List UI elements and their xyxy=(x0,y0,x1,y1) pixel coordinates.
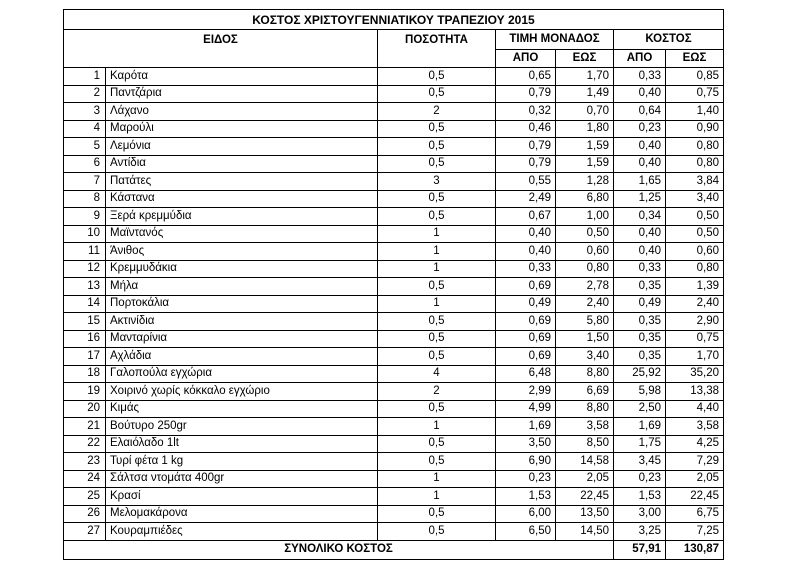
cost-table xyxy=(63,9,724,560)
unit-price-from: 0,32 xyxy=(496,103,556,121)
item-name: Κουραμπιέδες xyxy=(106,523,378,541)
cost-to: 0,75 xyxy=(666,85,724,103)
cost-to: 0,85 xyxy=(666,68,724,86)
row-number: 6 xyxy=(64,155,106,173)
unit-price-from: 0,79 xyxy=(496,138,556,156)
item-quantity: 0,5 xyxy=(378,400,496,418)
cost-from: 0,33 xyxy=(614,260,666,278)
row-number: 12 xyxy=(64,260,106,278)
row-number: 18 xyxy=(64,365,106,383)
table-row xyxy=(64,85,724,103)
row-number: 25 xyxy=(64,488,106,506)
unit-price-to: 1,70 xyxy=(556,68,614,86)
unit-price-to: 0,70 xyxy=(556,103,614,121)
unit-price-from: 1,69 xyxy=(496,418,556,436)
table-row xyxy=(64,330,724,348)
table-row xyxy=(64,278,724,296)
row-number: 15 xyxy=(64,313,106,331)
unit-price-from: 0,69 xyxy=(496,313,556,331)
unit-price-to: 6,80 xyxy=(556,190,614,208)
row-number: 22 xyxy=(64,435,106,453)
item-quantity: 1 xyxy=(378,470,496,488)
row-number: 21 xyxy=(64,418,106,436)
unit-price-from: 0,79 xyxy=(496,85,556,103)
cost-to: 7,25 xyxy=(666,523,724,541)
unit-price-from: 0,33 xyxy=(496,260,556,278)
item-name: Κιμάς xyxy=(106,400,378,418)
header-cost-to: ΕΩΣ xyxy=(666,50,724,68)
cost-to: 0,60 xyxy=(666,243,724,261)
cost-to: 2,90 xyxy=(666,313,724,331)
item-name: Κρεμμυδάκια xyxy=(106,260,378,278)
row-number: 7 xyxy=(64,173,106,191)
cost-to: 0,80 xyxy=(666,155,724,173)
cost-from: 0,40 xyxy=(614,85,666,103)
unit-price-from: 6,48 xyxy=(496,365,556,383)
cost-from: 1,25 xyxy=(614,190,666,208)
row-number: 2 xyxy=(64,85,106,103)
item-quantity: 0,5 xyxy=(378,155,496,173)
unit-price-from: 6,50 xyxy=(496,523,556,541)
item-quantity: 0,5 xyxy=(378,505,496,523)
unit-price-from: 0,67 xyxy=(496,208,556,226)
item-name: Μελομακάρονα xyxy=(106,505,378,523)
unit-price-from: 0,46 xyxy=(496,120,556,138)
cost-from: 1,65 xyxy=(614,173,666,191)
table-row xyxy=(64,523,724,541)
cost-from: 0,35 xyxy=(614,313,666,331)
header-price-to: ΕΩΣ xyxy=(556,50,614,68)
item-quantity: 0,5 xyxy=(378,68,496,86)
cost-from: 1,75 xyxy=(614,435,666,453)
item-quantity: 0,5 xyxy=(378,435,496,453)
total-from: 57,91 xyxy=(614,540,666,559)
cost-spreadsheet xyxy=(63,9,724,560)
item-quantity: 4 xyxy=(378,365,496,383)
item-name: Ακτινίδια xyxy=(106,313,378,331)
row-number: 4 xyxy=(64,120,106,138)
table-row xyxy=(64,138,724,156)
total-row xyxy=(64,540,724,559)
cost-to: 3,58 xyxy=(666,418,724,436)
cost-from: 0,23 xyxy=(614,470,666,488)
item-name: Παντζάρια xyxy=(106,85,378,103)
unit-price-to: 1,59 xyxy=(556,155,614,173)
unit-price-to: 2,40 xyxy=(556,295,614,313)
table-row xyxy=(64,225,724,243)
row-number: 19 xyxy=(64,383,106,401)
row-number: 13 xyxy=(64,278,106,296)
table-row xyxy=(64,190,724,208)
item-name: Λάχανο xyxy=(106,103,378,121)
header-item: ΕΙΔΟΣ xyxy=(64,30,378,68)
item-quantity: 0,5 xyxy=(378,348,496,366)
row-number: 8 xyxy=(64,190,106,208)
table-row xyxy=(64,103,724,121)
item-name: Μήλα xyxy=(106,278,378,296)
item-quantity: 1 xyxy=(378,295,496,313)
item-name: Λεμόνια xyxy=(106,138,378,156)
table-row xyxy=(64,68,724,86)
item-name: Μαϊντανός xyxy=(106,225,378,243)
total-label: ΣΥΝΟΛΙΚΟ ΚΟΣΤΟΣ xyxy=(64,540,614,559)
item-name: Ξερά κρεμμύδια xyxy=(106,208,378,226)
table-row xyxy=(64,313,724,331)
cost-from: 0,33 xyxy=(614,68,666,86)
item-name: Βούτυρο 250gr xyxy=(106,418,378,436)
item-name: Μανταρίνια xyxy=(106,330,378,348)
unit-price-from: 2,49 xyxy=(496,190,556,208)
cost-from: 0,35 xyxy=(614,348,666,366)
cost-to: 2,40 xyxy=(666,295,724,313)
cost-from: 25,92 xyxy=(614,365,666,383)
item-name: Αντίδια xyxy=(106,155,378,173)
unit-price-from: 0,69 xyxy=(496,348,556,366)
unit-price-to: 1,00 xyxy=(556,208,614,226)
unit-price-from: 0,65 xyxy=(496,68,556,86)
unit-price-from: 0,40 xyxy=(496,243,556,261)
header-cost: ΚΟΣΤΟΣ xyxy=(614,30,724,50)
unit-price-from: 4,99 xyxy=(496,400,556,418)
cost-to: 7,29 xyxy=(666,453,724,471)
cost-to: 22,45 xyxy=(666,488,724,506)
unit-price-to: 2,05 xyxy=(556,470,614,488)
unit-price-to: 1,80 xyxy=(556,120,614,138)
table-row xyxy=(64,295,724,313)
row-number: 17 xyxy=(64,348,106,366)
cost-from: 0,40 xyxy=(614,243,666,261)
cost-to: 1,70 xyxy=(666,348,724,366)
cost-to: 35,20 xyxy=(666,365,724,383)
table-title: ΚΟΣΤΟΣ ΧΡΙΣΤΟΥΓΕΝΝΙΑΤΙΚΟΥ ΤΡΑΠΕΖΙΟΥ 2015 xyxy=(64,10,724,30)
item-name: Χοιρινό χωρίς κόκκαλο εγχώριο xyxy=(106,383,378,401)
item-name: Άνιθος xyxy=(106,243,378,261)
cost-to: 0,50 xyxy=(666,208,724,226)
unit-price-to: 5,80 xyxy=(556,313,614,331)
row-number: 14 xyxy=(64,295,106,313)
unit-price-to: 8,50 xyxy=(556,435,614,453)
table-body xyxy=(64,68,724,541)
item-name: Πατάτες xyxy=(106,173,378,191)
item-quantity: 1 xyxy=(378,260,496,278)
unit-price-to: 22,45 xyxy=(556,488,614,506)
unit-price-to: 1,49 xyxy=(556,85,614,103)
unit-price-to: 1,50 xyxy=(556,330,614,348)
table-row xyxy=(64,243,724,261)
item-name: Καρότα xyxy=(106,68,378,86)
item-name: Πορτοκάλια xyxy=(106,295,378,313)
unit-price-to: 8,80 xyxy=(556,365,614,383)
cost-from: 0,34 xyxy=(614,208,666,226)
table-row xyxy=(64,208,724,226)
header-price-from: ΑΠΟ xyxy=(496,50,556,68)
row-number: 11 xyxy=(64,243,106,261)
item-quantity: 1 xyxy=(378,243,496,261)
total-to: 130,87 xyxy=(666,540,724,559)
cost-from: 1,69 xyxy=(614,418,666,436)
item-quantity: 0,5 xyxy=(378,85,496,103)
table-row xyxy=(64,400,724,418)
item-quantity: 1 xyxy=(378,418,496,436)
item-name: Ελαιόλαδο 1lt xyxy=(106,435,378,453)
cost-to: 4,25 xyxy=(666,435,724,453)
cost-to: 0,80 xyxy=(666,138,724,156)
item-quantity: 0,5 xyxy=(378,278,496,296)
unit-price-from: 0,23 xyxy=(496,470,556,488)
item-quantity: 0,5 xyxy=(378,120,496,138)
item-name: Αχλάδια xyxy=(106,348,378,366)
item-quantity: 3 xyxy=(378,173,496,191)
table-row xyxy=(64,505,724,523)
cost-from: 3,45 xyxy=(614,453,666,471)
item-quantity: 0,5 xyxy=(378,208,496,226)
item-name: Κρασί xyxy=(106,488,378,506)
unit-price-to: 0,50 xyxy=(556,225,614,243)
item-name: Γαλοπούλα εγχώρια xyxy=(106,365,378,383)
unit-price-to: 6,69 xyxy=(556,383,614,401)
cost-to: 3,84 xyxy=(666,173,724,191)
unit-price-from: 0,40 xyxy=(496,225,556,243)
cost-to: 1,40 xyxy=(666,103,724,121)
unit-price-to: 1,28 xyxy=(556,173,614,191)
unit-price-to: 3,40 xyxy=(556,348,614,366)
table-row xyxy=(64,348,724,366)
cost-to: 0,50 xyxy=(666,225,724,243)
item-quantity: 0,5 xyxy=(378,523,496,541)
unit-price-from: 0,49 xyxy=(496,295,556,313)
item-name: Τυρί φέτα 1 kg xyxy=(106,453,378,471)
item-quantity: 0,5 xyxy=(378,453,496,471)
table-row xyxy=(64,488,724,506)
row-number: 26 xyxy=(64,505,106,523)
cost-to: 1,39 xyxy=(666,278,724,296)
row-number: 24 xyxy=(64,470,106,488)
cost-to: 0,90 xyxy=(666,120,724,138)
cost-to: 0,75 xyxy=(666,330,724,348)
item-quantity: 0,5 xyxy=(378,330,496,348)
unit-price-to: 0,60 xyxy=(556,243,614,261)
table-row xyxy=(64,383,724,401)
row-number: 5 xyxy=(64,138,106,156)
unit-price-to: 2,78 xyxy=(556,278,614,296)
cost-to: 3,40 xyxy=(666,190,724,208)
cost-from: 0,40 xyxy=(614,225,666,243)
row-number: 9 xyxy=(64,208,106,226)
table-row xyxy=(64,155,724,173)
unit-price-from: 6,00 xyxy=(496,505,556,523)
table-row xyxy=(64,120,724,138)
cost-from: 0,40 xyxy=(614,138,666,156)
header-unit-price: ΤΙΜΗ ΜΟΝΑΔΟΣ xyxy=(496,30,614,50)
unit-price-to: 3,58 xyxy=(556,418,614,436)
unit-price-from: 0,69 xyxy=(496,278,556,296)
row-number: 16 xyxy=(64,330,106,348)
unit-price-from: 0,79 xyxy=(496,155,556,173)
row-number: 1 xyxy=(64,68,106,86)
unit-price-to: 0,80 xyxy=(556,260,614,278)
cost-from: 0,35 xyxy=(614,278,666,296)
item-quantity: 1 xyxy=(378,488,496,506)
cost-from: 0,23 xyxy=(614,120,666,138)
unit-price-to: 13,50 xyxy=(556,505,614,523)
cost-from: 0,40 xyxy=(614,155,666,173)
unit-price-from: 0,55 xyxy=(496,173,556,191)
unit-price-from: 6,90 xyxy=(496,453,556,471)
row-number: 27 xyxy=(64,523,106,541)
item-name: Κάστανα xyxy=(106,190,378,208)
item-quantity: 1 xyxy=(378,225,496,243)
table-row xyxy=(64,260,724,278)
row-number: 3 xyxy=(64,103,106,121)
cost-from: 0,64 xyxy=(614,103,666,121)
row-number: 10 xyxy=(64,225,106,243)
unit-price-to: 14,58 xyxy=(556,453,614,471)
table-row xyxy=(64,453,724,471)
header-cost-from: ΑΠΟ xyxy=(614,50,666,68)
unit-price-from: 3,50 xyxy=(496,435,556,453)
table-row xyxy=(64,470,724,488)
item-quantity: 2 xyxy=(378,103,496,121)
unit-price-to: 14,50 xyxy=(556,523,614,541)
item-quantity: 0,5 xyxy=(378,138,496,156)
cost-to: 6,75 xyxy=(666,505,724,523)
cost-to: 2,05 xyxy=(666,470,724,488)
unit-price-to: 8,80 xyxy=(556,400,614,418)
table-row xyxy=(64,365,724,383)
unit-price-from: 1,53 xyxy=(496,488,556,506)
table-row xyxy=(64,173,724,191)
cost-to: 4,40 xyxy=(666,400,724,418)
cost-from: 3,25 xyxy=(614,523,666,541)
header-quantity: ΠΟΣΟΤΗΤΑ xyxy=(378,30,496,68)
table-row xyxy=(64,418,724,436)
cost-from: 1,53 xyxy=(614,488,666,506)
unit-price-from: 2,99 xyxy=(496,383,556,401)
item-quantity: 0,5 xyxy=(378,190,496,208)
cost-to: 13,38 xyxy=(666,383,724,401)
item-name: Σάλτσα ντομάτα 400gr xyxy=(106,470,378,488)
cost-from: 3,00 xyxy=(614,505,666,523)
unit-price-to: 1,59 xyxy=(556,138,614,156)
row-number: 23 xyxy=(64,453,106,471)
item-name: Μαρούλι xyxy=(106,120,378,138)
cost-from: 0,35 xyxy=(614,330,666,348)
item-quantity: 0,5 xyxy=(378,313,496,331)
item-quantity: 2 xyxy=(378,383,496,401)
table-row xyxy=(64,435,724,453)
cost-from: 0,49 xyxy=(614,295,666,313)
cost-from: 2,50 xyxy=(614,400,666,418)
cost-to: 0,80 xyxy=(666,260,724,278)
unit-price-from: 0,69 xyxy=(496,330,556,348)
cost-from: 5,98 xyxy=(614,383,666,401)
row-number: 20 xyxy=(64,400,106,418)
